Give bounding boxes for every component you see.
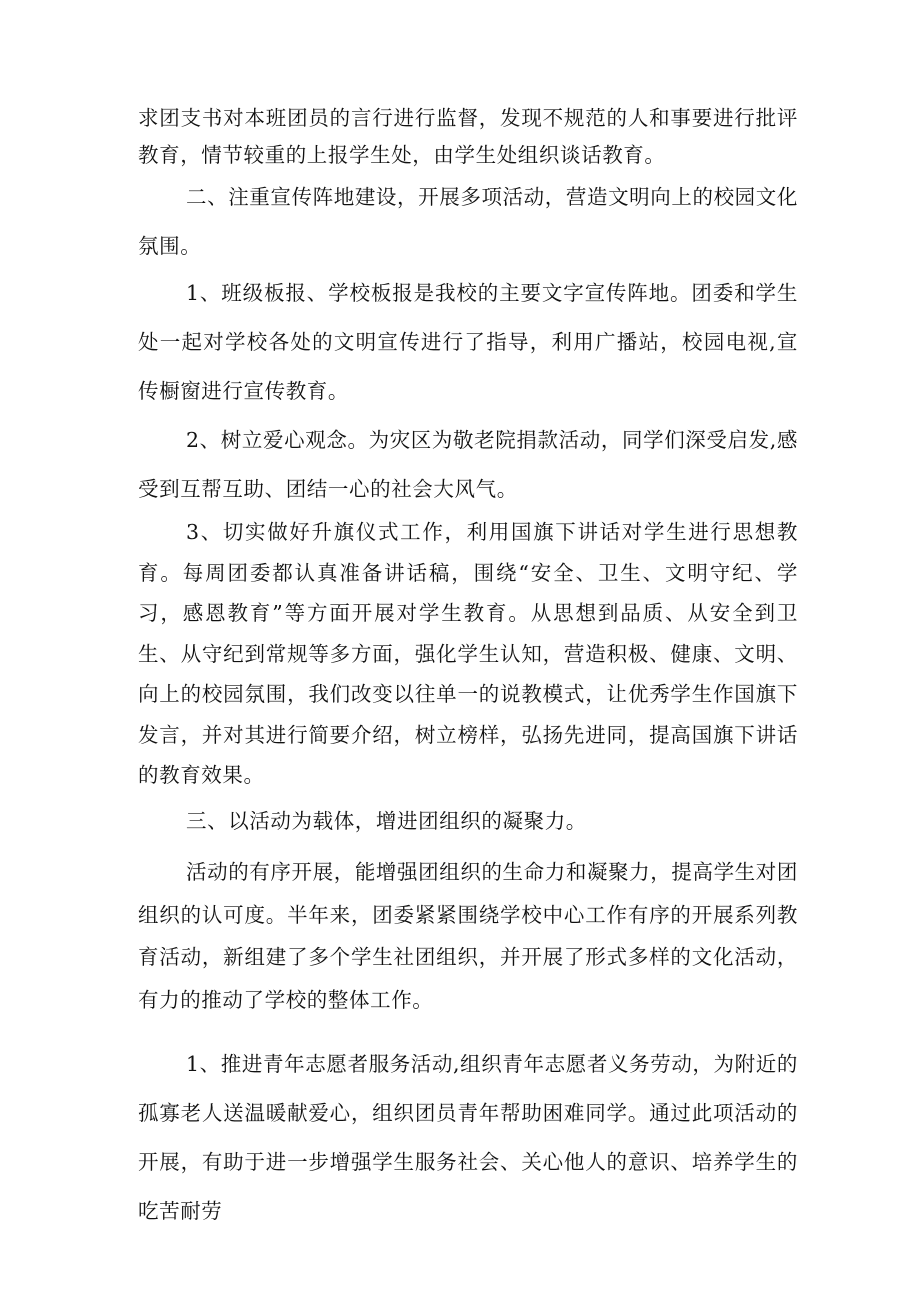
paragraph-item-1: 1、班级板报、学校板报是我校的主要文字宣传阵地。团委和学生处一起对学校各处的文明宣传进行了指导，利用广播站，校园电视,宣传橱窗进行宣传教育。 [138, 281, 798, 403]
paragraph-activities: 活动的有序开展，能增强团组织的生命力和凝聚力，提高学生对团组织的认可度。半年来，团委紧紧围绕学校中心工作有序的开展系列教育活动，新组建了多个学生社团组织，并开展了形式多样的文化活动，有力的推动了学校的整体工作。 [138, 860, 798, 1012]
paragraph-item-2: 2、树立爱心观念。为灾区为敬老院捐款活动，同学们深受启发,感受到互帮互助、团结一心的社会大风气。 [138, 428, 798, 501]
paragraph-continuation: 求团支书对本班团员的言行进行监督，发现不规范的人和事要进行批评教育，情节较重的上报学生处，由学生处组织谈话教育。 [138, 106, 798, 167]
section-heading-three: 三、以活动为载体，增进团组织的凝聚力。 [186, 809, 587, 833]
section-heading-two: 二、注重宣传阵地建设，开展多项活动，营造文明向上的校园文化氛围。 [138, 185, 798, 258]
paragraph-volunteer: 1、推进青年志愿者服务活动,组织青年志愿者义务劳动，为附近的孤寡老人送温暖献爱心，组织团员青年帮助困难同学。通过此项活动的开展，有助于进一步增强学生服务社会、关心他人的意识、培养学生的吃苦耐劳 [138, 1052, 798, 1223]
paragraph-item-3: 3、切实做好升旗仪式工作，利用国旗下讲话对学生进行思想教育。每周团委都认真准备讲话稿，围绕“安全、卫生、文明守纪、学习，感恩教育”等方面开展对学生教育。从思想到品质、从安全到卫生、从守纪到常规等多方面，强化学生认知，营造积极、健康、文明、向上的校园氛围，我们改变以往单一的说教模式，让优秀学生作国旗下发言，并对其进行简要介绍，树立榜样，弘扬先进同，提高国旗下讲话的教育效果。 [138, 520, 798, 787]
